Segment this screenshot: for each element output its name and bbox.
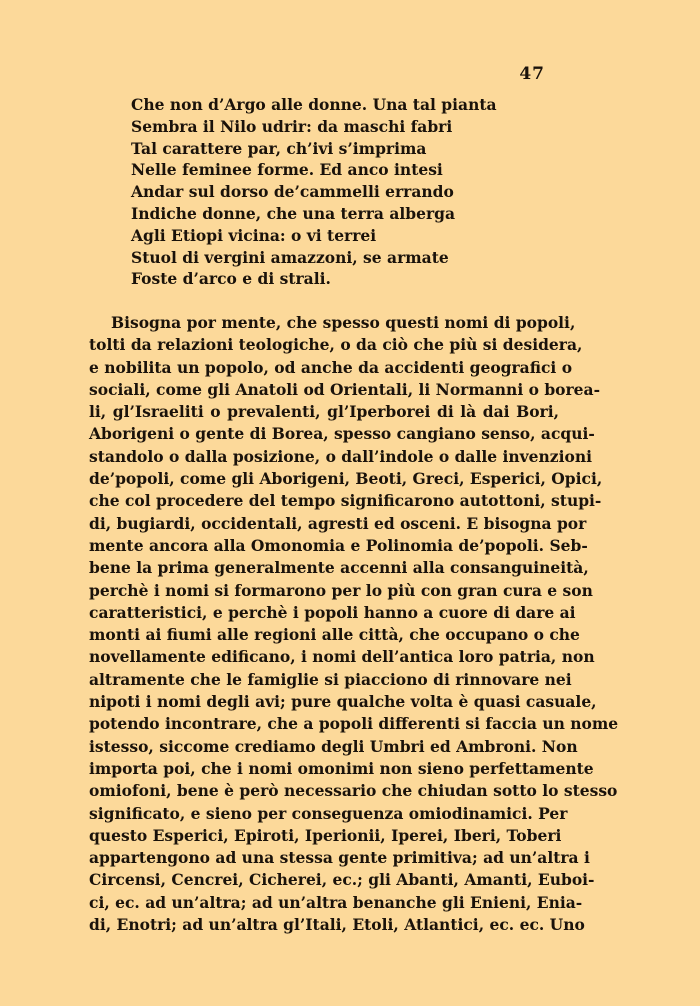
prose-line: de’popoli, come gli Aborigeni, Beoti, Greci, Esperici, Opici, xyxy=(89,469,603,489)
prose-line: bene la prima generalmente accenni alla consanguineità, xyxy=(89,558,589,578)
prose-line: ci, ec. ad un’altra; ad un’altra benanche gli Enieni, Enia- xyxy=(89,892,583,912)
prose-line: mente ancora alla Omonomia e Polinomia de’popoli. Seb- xyxy=(89,535,588,555)
prose-line: perchè i nomi si formarono per lo più con gran cura e son xyxy=(89,580,593,600)
verse-line: Tal carattere par, ch’ivi s’imprima xyxy=(131,138,427,158)
prose-line: novellamente edificano, i nomi dell’antica loro patria, non xyxy=(89,647,595,667)
prose-line: Circensi, Cencrei, Cicherei, ec.; gli Abanti, Amanti, Euboi- xyxy=(89,870,595,890)
verse-line: Indiche donne, che una terra alberga xyxy=(131,203,455,223)
verse-line: Andar sul dorso de’cammelli errando xyxy=(131,182,454,202)
verse-line: Agli Etiopi vicina: o vi terrei xyxy=(131,225,377,245)
prose-line: e nobilita un popolo, od anche da accidenti geografici o xyxy=(89,357,573,377)
prose-line: nipoti i nomi degli avi; pure qualche volta è quasi casuale, xyxy=(89,692,597,712)
prose-line: caratteristici, e perchè i popoli hanno a cuore di dare ai xyxy=(89,602,576,622)
prose-line: li, gl’Israeliti o prevalenti, gl’Iperborei di là dai Bori, xyxy=(89,402,559,422)
prose-line: potendo incontrare, che a popoli differenti si faccia un nome xyxy=(89,714,619,734)
prose-line: Aborigeni o gente di Borea, spesso cangiano senso, acqui- xyxy=(89,424,595,444)
prose-line: istesso, siccome crediamo degli Umbri ed Ambroni. Non xyxy=(89,736,578,756)
prose-line: altramente che le famiglie si piacciono di rinnovare nei xyxy=(89,669,572,689)
verse-line: Nelle feminee forme. Ed anco intesi xyxy=(131,160,443,180)
prose-line: tolti da relazioni teologiche, o da ciò che più si desidera, xyxy=(89,335,583,355)
prose-line: questo Esperici, Epiroti, Iperionii, Iperei, Iberi, Toberi xyxy=(89,825,562,845)
verse-block xyxy=(131,94,531,290)
prose-line: di, Enotri; ad un’altra gl’Itali, Etoli, Atlantici, ec. ec. Uno xyxy=(89,915,585,935)
prose-paragraph xyxy=(89,312,619,936)
prose-line: omiofoni, bene è però necessario che chiudan sotto lo stesso xyxy=(89,781,618,801)
prose-line: sociali, come gli Anatoli od Orientali, li Normanni o borea- xyxy=(89,379,601,399)
prose-line: significato, e sieno per conseguenza omiodinamici. Per xyxy=(89,803,568,823)
prose-line: Bisogna por mente, che spesso questi nomi di popoli, xyxy=(111,313,576,332)
verse-line: Foste d’arco e di strali. xyxy=(131,269,331,289)
prose-line: monti ai fiumi alle regioni alle città, che occupano o che xyxy=(89,625,580,645)
prose-line: appartengono ad una stessa gente primitiva; ad un’altra i xyxy=(89,848,590,868)
verse-line: Sembra il Nilo udrir: da maschi fabri xyxy=(131,116,453,136)
prose-line: che col procedere del tempo significarono autottoni, stupi- xyxy=(89,491,602,511)
verse-line: Che non d’Argo alle donne. Una tal pianta xyxy=(131,95,497,114)
page-number: 47 xyxy=(519,64,545,84)
verse-line: Stuol di vergini amazzoni, se armate xyxy=(131,247,449,267)
prose-line: di, bugiardi, occidentali, agresti ed osceni. E bisogna por xyxy=(89,513,587,533)
prose-line: standolo o dalla posizione, o dall’indole o dalle invenzioni xyxy=(89,446,592,466)
prose-line: importa poi, che i nomi omonimi non sieno perfettamente xyxy=(89,758,594,778)
